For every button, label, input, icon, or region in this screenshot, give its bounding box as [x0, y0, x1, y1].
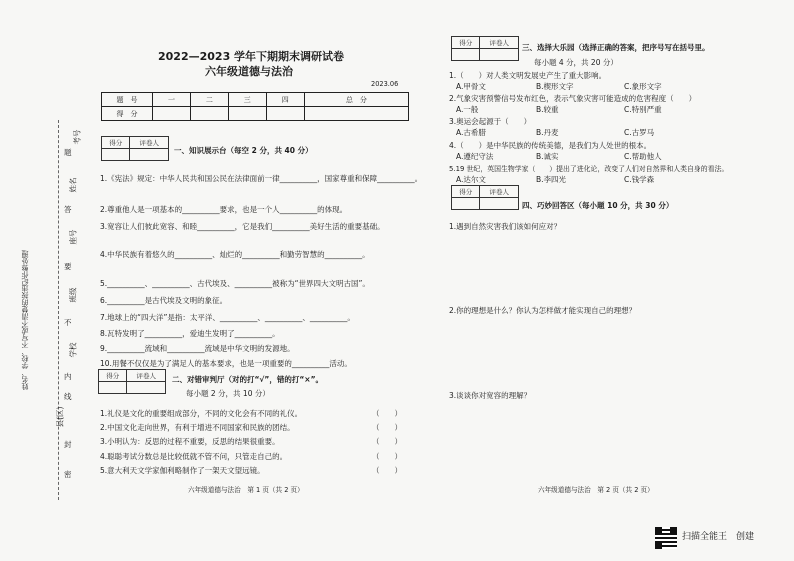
grader-box-score-label: 得分 — [452, 37, 480, 49]
side-label-class: 班级 — [68, 287, 78, 303]
score-table — [101, 92, 409, 121]
section2-title: 二、对错审判厅（对的打“√”，错的打“×”。 — [172, 375, 324, 384]
grader-box-grader-label: 评卷人 — [480, 37, 519, 49]
grader-box-grader-label: 评卷人 — [480, 186, 519, 198]
side-label-yao: 要 — [64, 262, 72, 271]
side-label-bu: 不 — [64, 318, 72, 327]
score-cell[interactable] — [304, 107, 408, 121]
section3-option: A.甲骨文 — [456, 82, 486, 91]
section4-question: 2.你的理想是什么？你认为怎样做才能实现自己的理想？ — [449, 306, 637, 315]
score-header-cell: 四 — [266, 93, 304, 107]
score-header-cell: 一 — [153, 93, 191, 107]
section3-option: C.象形文字 — [624, 82, 662, 91]
section1-item: 6.__________是古代埃及文明的象征。 — [100, 296, 228, 305]
section3-option: B.丹麦 — [536, 128, 559, 137]
section2-item: 3.小明认为：反思的过程不重要，反思的结果很重要。 — [100, 437, 280, 446]
page1-footer: 六年级道德与法治 第 1 页（共 2 页） — [188, 486, 304, 494]
grader-box-cell[interactable] — [130, 149, 169, 161]
answer-bracket[interactable]: （ ） — [372, 466, 402, 475]
exam-subject: 六年级道德与法治 — [205, 65, 293, 78]
exam-date: 2023.06 — [371, 80, 399, 88]
grader-box-cell[interactable] — [480, 198, 519, 210]
grader-box-cell[interactable] — [452, 49, 480, 61]
side-notice: 姓名、学校、不写或不清楚的按违纪作弊处理 — [21, 250, 29, 390]
section3-option: C.特别严重 — [624, 105, 662, 114]
section2-item: 5.意大利天文学家伽利略制作了一架天文望远镜。 — [100, 466, 265, 475]
grader-box-cell[interactable] — [127, 382, 166, 394]
qr-code-icon — [655, 527, 677, 549]
grader-box-cell[interactable] — [480, 49, 519, 61]
answer-bracket[interactable]: （ ） — [372, 452, 402, 461]
section3-question: 2.气象灾害预警信号发布红色，表示气象灾害可能造成的危害程度（ ） — [449, 94, 697, 103]
section4-question: 3.谈谈你对宽容的理解？ — [449, 391, 532, 400]
section1-item: 7.地球上的“四大洋”是指：太平洋、__________、__________、__________。 — [100, 313, 355, 322]
seal-line — [58, 120, 59, 500]
section2-subtitle: 每小题 2 分，共 10 分） — [186, 389, 270, 398]
answer-bracket[interactable]: （ ） — [372, 437, 402, 446]
section3-option: C.帮助他人 — [624, 152, 662, 161]
side-label-feng: 封 — [64, 440, 72, 449]
grader-box-score-label: 得分 — [452, 186, 480, 198]
grader-box-score-label: 得分 — [99, 370, 127, 382]
section3-question: 4.（ ）是中华民族的传统美德，是我们为人处世的根本。 — [449, 141, 652, 150]
section1-item: 3.宽容让人们彼此宽容、和睦__________，它是我们__________美好生活的重要基础。 — [100, 222, 385, 231]
section4-title: 四、巧妙回答区（每小题 10 分，共 30 分） — [522, 201, 674, 210]
side-label-xian: 线 — [64, 392, 72, 401]
section3-subtitle: 每小题 4 分，共 20 分） — [534, 58, 618, 67]
side-label-mi: 密 — [64, 470, 72, 479]
grader-box — [451, 185, 519, 210]
section2-item: 4.聪聪考试分数总是比较低就不管不问，只管走自己的。 — [100, 452, 288, 461]
grader-box-score-label: 得分 — [102, 137, 130, 149]
section3-question: 3.奥运会起源于（ ） — [449, 117, 532, 126]
score-cell[interactable] — [228, 107, 266, 121]
score-cell[interactable] — [266, 107, 304, 121]
section3-option: B.楔形文字 — [536, 82, 574, 91]
side-label-exam-no: 考号 — [72, 129, 82, 145]
exam-title: 2022—2023 学年下期期末调研试卷 — [158, 50, 345, 63]
grader-box-cell[interactable] — [452, 198, 480, 210]
score-header-cell: 总 分 — [304, 93, 408, 107]
section3-option: A.达尔文 — [456, 175, 486, 184]
section1-item: 1.《宪法》规定：中华人民共和国公民在法律面前一律__________，国家尊重和保障__________。 — [100, 174, 423, 183]
score-cell[interactable] — [190, 107, 228, 121]
grader-box-grader-label: 评卷人 — [127, 370, 166, 382]
answer-bracket[interactable]: （ ） — [372, 409, 402, 418]
section3-title: 三、选择大乐园（选择正确的答案，把序号写在括号里。 — [522, 43, 710, 52]
grader-box-cell[interactable] — [102, 149, 130, 161]
side-label-county: 县(区) — [55, 406, 65, 428]
scanner-watermark: 扫描全能王 创建 — [682, 532, 755, 542]
section3-question: 1.（ ）对人类文明发展史产生了重大影响。 — [449, 71, 607, 80]
side-label-nei: 内 — [64, 372, 72, 381]
grader-box-grader-label: 评卷人 — [130, 137, 169, 149]
section1-item: 10.用餐不仅仅是为了满足人的基本要求，也是一项重要的__________活动。 — [100, 359, 352, 368]
side-label-seat: 座号 — [68, 229, 78, 245]
score-cell[interactable] — [153, 107, 191, 121]
side-label-name: 姓名 — [68, 177, 78, 193]
section3-option: C.古罗马 — [624, 128, 655, 137]
grader-box-cell[interactable] — [99, 382, 127, 394]
section4-question: 1.遇到自然灾害我们该如何应对？ — [449, 222, 562, 231]
section2-item: 2.中国文化走向世界，有利于增进不同国家和民族的团结。 — [100, 423, 295, 432]
section2-item: 1.礼仪是文化的重要组成部分，不同的文化会有不同的礼仪。 — [100, 409, 303, 418]
section3-option: B.较重 — [536, 105, 559, 114]
side-label-ti: 题 — [64, 148, 72, 157]
grader-box — [98, 369, 166, 394]
section3-option: B.诚实 — [536, 152, 559, 161]
section3-option: A.一般 — [456, 105, 479, 114]
grader-box — [451, 36, 519, 61]
grader-box — [101, 136, 169, 161]
side-label-da: 答 — [64, 205, 72, 214]
score-header-cell: 题 号 — [102, 93, 153, 107]
section1-item: 4.中华民族有着悠久的__________、灿烂的__________和勤劳智慧的__________。 — [100, 250, 370, 259]
page2-footer: 六年级道德与法治 第 2 页（共 2 页） — [538, 486, 654, 494]
score-header-cell: 三 — [228, 93, 266, 107]
section3-option: A.遵纪守法 — [456, 152, 494, 161]
score-row-label: 得 分 — [102, 107, 153, 121]
score-header-cell: 二 — [190, 93, 228, 107]
section1-item: 8.瓦特发明了__________，爱迪生发明了__________。 — [100, 329, 280, 338]
section1-item: 9.__________流域和__________流域是中华文明的发源地。 — [100, 344, 295, 353]
section3-option: B.李四光 — [536, 175, 567, 184]
section3-option: A.古希腊 — [456, 128, 486, 137]
answer-bracket[interactable]: （ ） — [372, 423, 402, 432]
section3-question: 5.19 世纪，英国生物学家（ ）提出了进化论，改变了人们对自然界和人类自身的看法。 — [449, 165, 729, 173]
section1-item: 2.尊重他人是一项基本的__________要求，也是一个人__________的体现。 — [100, 205, 348, 214]
side-label-school: 学校 — [68, 342, 78, 358]
section1-title: 一、知识展示台（每空 2 分，共 40 分） — [174, 146, 313, 155]
section3-option: C.钱学森 — [624, 175, 655, 184]
section1-item: 5.__________、__________、古代埃及、__________被称为“世界四大文明古国”。 — [100, 279, 370, 288]
